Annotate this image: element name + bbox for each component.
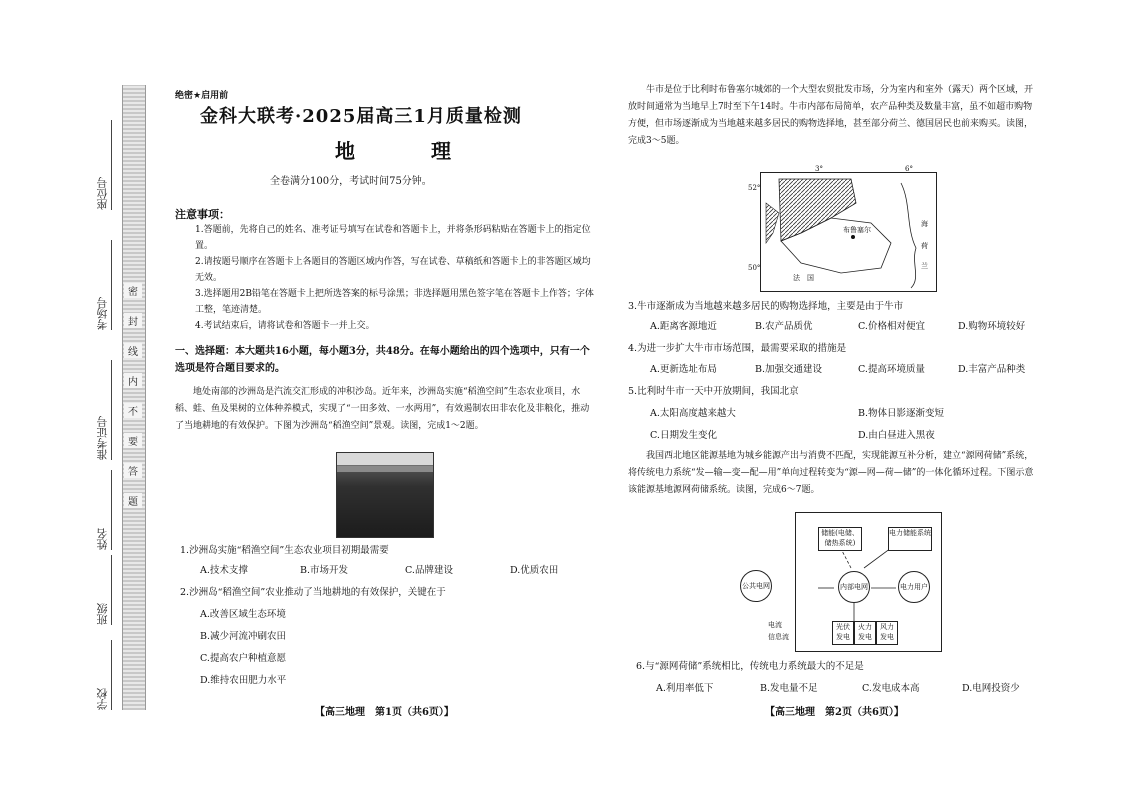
legend-current: 电流 <box>768 621 782 629</box>
confidential-mark: 绝密★启用前 <box>175 91 229 101</box>
notice-item: 2.请按题号顺序在答题卡上各题目的答题区域内作答，写在试卷、草稿纸和答题卡上的非答题区域均无效。 <box>195 257 591 283</box>
subject-title: 地 理 <box>335 139 479 163</box>
city-label: 布鲁塞尔 <box>843 226 871 234</box>
q2-option-c: C.提高农户种植意愿 <box>200 653 286 664</box>
q4-option-c: C.提高环境质量 <box>858 364 925 375</box>
lang-label-a: 荷 <box>921 242 928 250</box>
question-3: 3.牛市逐渐成为当地越来越多居民的购物选择地，主要是由于牛市 <box>628 301 904 312</box>
users-node: 电力用户 <box>898 571 930 603</box>
thermal-node: 火力发电 <box>854 621 876 645</box>
seal-char: 密 <box>124 283 142 298</box>
q6-option-b: B.发电量不足 <box>760 683 818 694</box>
q3-option-b: B.农产品质优 <box>755 321 813 332</box>
q1-option-d: D.优质农田 <box>510 565 559 576</box>
seat-number-field: 座位号 <box>95 120 112 210</box>
q5-option-d: D.由白昼进入黑夜 <box>858 430 935 441</box>
belgium-map <box>760 172 937 292</box>
public-grid-node: 公共电网 <box>740 570 772 602</box>
passage-dao-yu: 地处南部的沙洲岛是汽流交汇形成的冲积沙岛。近年来，沙洲岛实施“稻渔空间”生态农业项目，水稻、蛙、鱼及果树的立体种养模式，实现了“一田多效、一水两用”，有效遏制农田非农化及非粮化，推动了当地耕地的有效保护。下图为沙洲岛“稻渔空间”景观。读图，完成1～2题。 <box>175 387 590 431</box>
question-5: 5.比利时牛市一天中开放期间，我国北京 <box>628 386 799 397</box>
landscape-photo <box>336 452 434 538</box>
section-heading: 一、选择题：本大题共16小题，每小题3分，共48分。在每小题给出的四个选项中，只有一个选项是符合题目要求的。 <box>175 346 590 374</box>
country-label: 法 国 <box>793 274 814 282</box>
legend-info: 信息流 <box>768 633 789 641</box>
score-time-line: 全卷满分100分，考试时间75分钟。 <box>270 176 432 187</box>
q6-option-a: A.利用率低下 <box>656 683 714 694</box>
exam-id-field: 准考证号 <box>95 360 112 460</box>
q2-option-d: D.维持农田肥力水平 <box>200 675 287 686</box>
class-field: 班级 <box>95 555 112 625</box>
question-4: 4.为进一步扩大牛市市场范围，最需要采取的措施是 <box>628 343 847 354</box>
exam-title: 金科大联考·2025届高三1月质量检测 <box>200 106 522 127</box>
seal-char: 题 <box>124 493 142 508</box>
brussels-dot <box>851 235 855 239</box>
notice-item: 4.考试结束后，请将试卷和答题卡一并上交。 <box>195 321 375 331</box>
grid-system-node: 电力储能系统 <box>888 527 932 551</box>
solar-node: 光伏发电 <box>832 621 854 645</box>
q4-option-d: D.丰富产品种类 <box>958 364 1026 375</box>
latitude-50: 50° <box>748 264 761 272</box>
seal-char: 答 <box>124 463 142 478</box>
exam-room-field: 考场号 <box>95 240 112 330</box>
page-footer-right: 【高三地理 第2页（共6页）】 <box>765 707 904 718</box>
page-footer-left: 【高三地理 第1页（共6页）】 <box>315 707 454 718</box>
q4-option-a: A.更新选址布局 <box>650 364 717 375</box>
notice-item: 3.选择题用2B铅笔在答题卡上把所选答案的标号涂黑；非选择题用黑色签字笔在答题卡上作答；字体工整，笔迹清楚。 <box>195 289 594 315</box>
seal-char: 内 <box>124 373 142 388</box>
q2-option-a: A.改善区域生态环境 <box>200 609 286 620</box>
q2-option-b: B.减少河流冲刷农田 <box>200 631 287 642</box>
binding-strip <box>122 85 146 710</box>
notice-heading: 注意事项： <box>175 208 230 221</box>
q5-option-c: C.日期发生变化 <box>650 430 717 441</box>
sea-label: 海 <box>921 220 928 228</box>
notice-item: 1.答题前，先将自己的姓名、准考证号填写在试卷和答题卡上，并将条形码粘贴在答题卡上的指定位置。 <box>195 225 591 251</box>
seal-char: 线 <box>124 343 142 358</box>
q6-option-c: C.发电成本高 <box>862 683 920 694</box>
q3-option-c: C.价格相对便宜 <box>858 321 925 332</box>
longitude-6: 6° <box>905 165 913 173</box>
east-border <box>901 183 916 288</box>
q3-option-d: D.购物环境较好 <box>958 321 1026 332</box>
q6-option-d: D.电网投资少 <box>962 683 1020 694</box>
lang-label-b: 兰 <box>921 262 928 270</box>
question-1: 1.沙洲岛实施“稻渔空间”生态农业项目初期最需要 <box>180 545 389 556</box>
name-field: 姓名 <box>95 470 112 550</box>
passage-cattle-market: 牛市是位于比利时布鲁塞尔城郊的一个大型农贸批发市场，分为室内和室外（露天）两个区域，开放时间通常为当地早上7时至下午14时。牛市内部布局简单，农产品种类及数量丰富，虽不如超市购物方便，但市场逐渐成为当地越来越多居民的购物选择地，甚至部分荷兰、德国居民也前来购买。读图，完成3～5题。 <box>628 85 1034 146</box>
question-2: 2.沙洲岛“稻渔空间”农业推动了当地耕地的有效保护，关键在于 <box>180 587 446 598</box>
question-6: 6.与“源网荷储”系统相比，传统电力系统最大的不足是 <box>636 661 864 672</box>
q1-option-b: B.市场开发 <box>300 565 349 576</box>
storage-node: 储能(电储、储热系统) <box>818 527 862 551</box>
power-system-diagram <box>795 512 942 652</box>
q4-option-b: B.加强交通建设 <box>755 364 823 375</box>
longitude-3: 3° <box>815 165 823 173</box>
passage-power-system: 我国西北地区能源基地为城乡能源产出与消费不匹配，实现能源互补分析，建立“源网荷储”系统，将传统电力系统“发—输—变—配—用”单向过程转变为“源—网—荷—储”的一体化循环过程。下图示意该能源基地源网荷储系统。读图，完成6～7题。 <box>628 451 1034 495</box>
latitude-52: 52° <box>748 184 761 192</box>
coast-region <box>766 203 779 243</box>
seal-char: 要 <box>124 433 142 448</box>
seal-char: 不 <box>124 403 142 418</box>
q1-option-c: C.品牌建设 <box>405 565 453 576</box>
q5-option-b: B.物体日影逐渐变短 <box>858 408 945 419</box>
q1-option-a: A.技术支撑 <box>200 565 248 576</box>
wind-node: 风力发电 <box>876 621 898 645</box>
q3-option-a: A.距离客源地近 <box>650 321 717 332</box>
seal-char: 封 <box>124 313 142 328</box>
q5-option-a: A.太阳高度越来越大 <box>650 408 736 419</box>
internal-grid-node: 内部电网 <box>838 571 870 603</box>
school-field: 学校 <box>95 640 112 710</box>
